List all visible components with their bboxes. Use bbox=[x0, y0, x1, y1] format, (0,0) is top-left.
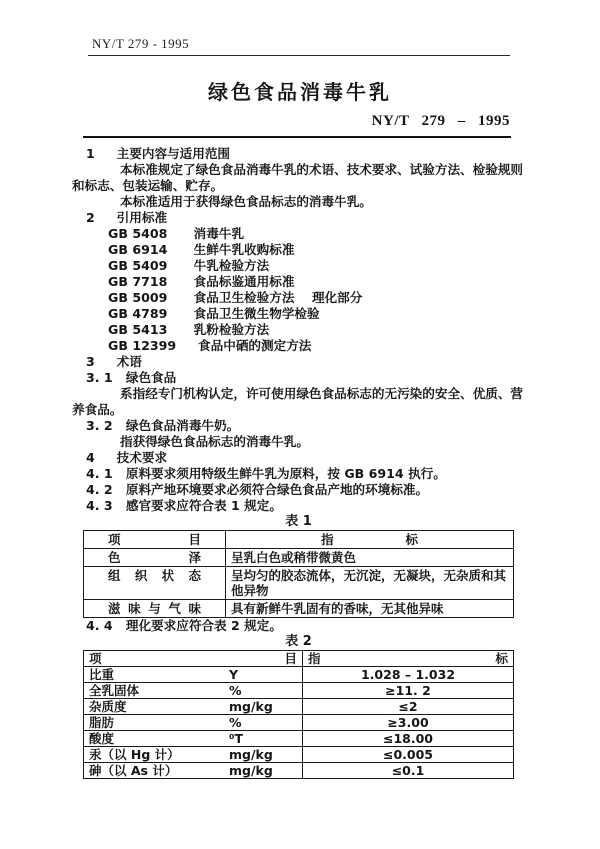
referenced-standard: GB 5009 食品卫生检验方法 理化部分 bbox=[108, 290, 363, 305]
table-2-item bbox=[84, 715, 303, 731]
table-1-header-indicator: 指 标 bbox=[226, 531, 514, 549]
body-line: 本标准适用于获得绿色食品标志的消毒牛乳。 bbox=[120, 194, 372, 209]
table-row bbox=[84, 667, 514, 683]
table-1-indicator: 呈均匀的胶态流体，无沉淀，无凝块，无杂质和其他异物 bbox=[226, 567, 514, 600]
table-row bbox=[84, 567, 514, 600]
table-row bbox=[84, 699, 514, 715]
table-1-header-item: 项 目 bbox=[84, 531, 226, 549]
header-rule-top bbox=[88, 55, 510, 56]
table-2-item bbox=[84, 683, 303, 699]
document-body bbox=[72, 146, 523, 779]
item-name: 脂肪 bbox=[89, 714, 115, 730]
item-unit: % bbox=[229, 682, 242, 698]
item-name: 全乳固体 bbox=[89, 682, 140, 698]
item-unit: Y bbox=[229, 666, 239, 682]
body-line: 养食品。 bbox=[72, 402, 123, 417]
table-1-item: 滋 味 与 气 味 bbox=[84, 600, 226, 618]
item-unit: mg/kg bbox=[229, 762, 273, 778]
body-line: 和标志、包装运输、贮存。 bbox=[72, 178, 224, 193]
body-line: 本标准规定了绿色食品消毒牛乳的术语、技术要求、试验方法、检验规则 bbox=[120, 162, 523, 177]
referenced-standard: GB 6914 生鲜牛乳收购标准 bbox=[108, 242, 295, 257]
table-2-value: ≤2 bbox=[303, 699, 514, 715]
table-row bbox=[84, 600, 514, 618]
item-name: 汞（以 Hg 计） bbox=[89, 746, 180, 762]
table-2-value: ≥3.00 bbox=[303, 715, 514, 731]
table-header-row bbox=[84, 651, 514, 667]
table-2-caption: 表 2 bbox=[285, 634, 312, 649]
table-2-value: ≤18.00 bbox=[303, 731, 514, 747]
item-name: 酸度 bbox=[89, 730, 115, 746]
standard-code-right: NY/T 279 – 1995 bbox=[371, 113, 510, 129]
item-name: 杂质度 bbox=[89, 698, 127, 714]
sensory-requirements-table bbox=[83, 530, 514, 618]
table-2-value: ≥11. 2 bbox=[303, 683, 514, 699]
table-row bbox=[84, 715, 514, 731]
referenced-standard: GB 5413 乳粉检验方法 bbox=[108, 322, 270, 337]
body-line: 3. 2 绿色食品消毒牛奶。 bbox=[86, 418, 240, 433]
body-line: 指获得绿色食品标志的消毒牛乳。 bbox=[120, 434, 309, 449]
header-rule-main bbox=[83, 136, 511, 138]
table-row bbox=[84, 549, 514, 567]
body-line: 3. 1 绿色食品 bbox=[86, 370, 177, 385]
item-unit: mg/kg bbox=[229, 698, 273, 714]
table-row bbox=[84, 683, 514, 699]
table-2-item bbox=[84, 731, 303, 747]
table-2-item bbox=[84, 747, 303, 763]
table-2-value: ≤0.005 bbox=[303, 747, 514, 763]
table-2-value: ≤0.1 bbox=[303, 763, 514, 779]
body-line: 2 引用标准 bbox=[86, 210, 168, 225]
referenced-standard: GB 5408 消毒牛乳 bbox=[108, 226, 245, 241]
table-2-header-item: 项 目 bbox=[84, 651, 303, 667]
table-2-header-indicator: 指 标 bbox=[303, 651, 514, 667]
item-name: 比重 bbox=[89, 666, 115, 682]
item-unit: mg/kg bbox=[229, 746, 273, 762]
referenced-standard: GB 4789 食品卫生微生物学检验 bbox=[108, 306, 320, 321]
table-2-item bbox=[84, 667, 303, 683]
item-name: 砷（以 As 计） bbox=[89, 762, 178, 778]
referenced-standard: GB 12399 食品中硒的测定方法 bbox=[108, 338, 312, 353]
document-title: 绿色食品消毒牛乳 bbox=[208, 80, 392, 104]
referenced-standard: GB 7718 食品标鉴通用标准 bbox=[108, 274, 295, 289]
table-1-caption: 表 1 bbox=[285, 514, 312, 529]
body-line: 4. 1 原料要求须用特级生鲜牛乳为原料，按 GB 6914 执行。 bbox=[86, 466, 446, 481]
body-line: 1 主要内容与适用范围 bbox=[86, 146, 231, 161]
table-1-item: 组 织 状 态 bbox=[84, 567, 226, 600]
standard-code-top: NY/T 279 - 1995 bbox=[92, 36, 190, 51]
table-header-row bbox=[84, 531, 514, 549]
item-unit: ⁰T bbox=[229, 730, 244, 746]
body-line: 4 技术要求 bbox=[86, 450, 168, 465]
body-line: 4. 2 原料产地环境要求必须符合绿色食品产地的环境标准。 bbox=[86, 482, 429, 497]
body-line: 系指经专门机构认定，许可使用绿色食品标志的无污染的安全、优质、营 bbox=[120, 386, 523, 401]
referenced-standard: GB 5409 牛乳检验方法 bbox=[108, 258, 270, 273]
table-1-item: 色 泽 bbox=[84, 549, 226, 567]
table-2-item bbox=[84, 763, 303, 779]
table-1-indicator: 具有新鲜牛乳固有的香味，无其他异味 bbox=[226, 600, 514, 618]
table-row bbox=[84, 731, 514, 747]
body-line: 3 术语 bbox=[86, 354, 142, 369]
body-line: 4. 4 理化要求应符合表 2 规定。 bbox=[86, 618, 282, 633]
table-row bbox=[84, 763, 514, 779]
table-1-indicator: 呈乳白色或稍带微黄色 bbox=[226, 549, 514, 567]
body-line: 4. 3 感官要求应符合表 1 规定。 bbox=[86, 498, 282, 513]
table-2-item bbox=[84, 699, 303, 715]
item-unit: % bbox=[229, 714, 242, 730]
table-row bbox=[84, 747, 514, 763]
physicochemical-requirements-table bbox=[83, 650, 514, 779]
table-2-value: 1.028 – 1.032 bbox=[303, 667, 514, 683]
